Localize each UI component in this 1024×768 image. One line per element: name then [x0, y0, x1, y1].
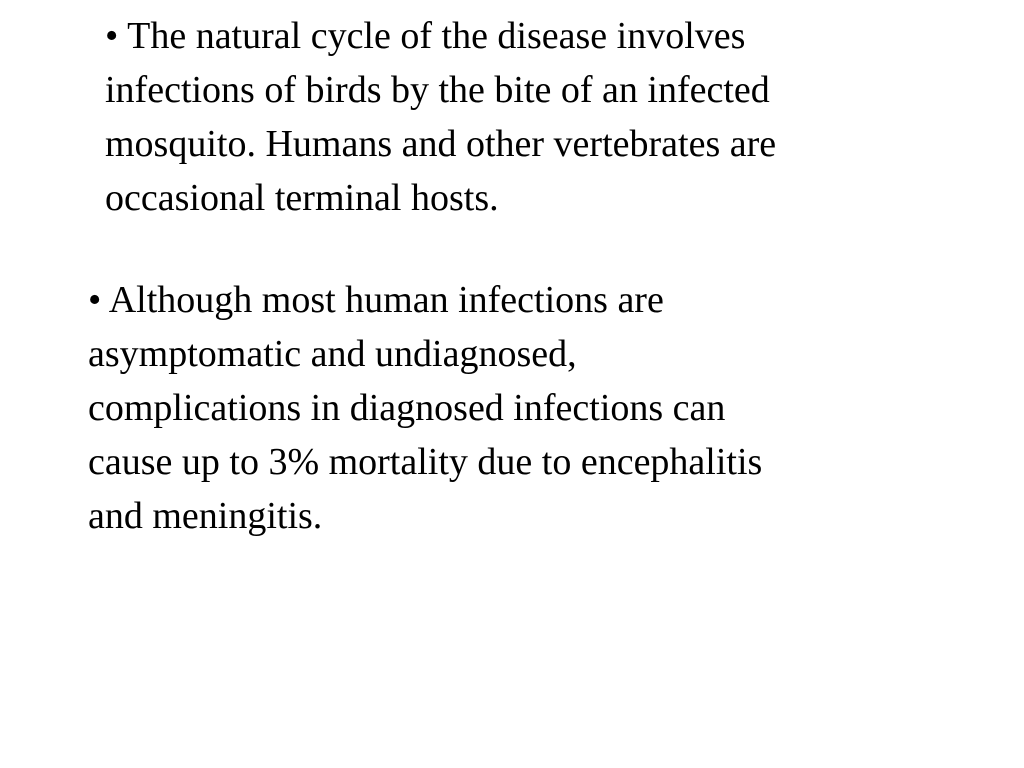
text-line: complications in diagnosed infections can: [88, 387, 726, 429]
text-line: • The natural cycle of the disease involves: [105, 15, 746, 57]
text-line: mosquito. Humans and other vertebrates are: [105, 123, 777, 165]
text-line: occasional terminal hosts.: [105, 177, 499, 219]
text-line: cause up to 3% mortality due to encephalitis: [88, 441, 763, 483]
text-line: asymptomatic and undiagnosed,: [88, 333, 577, 375]
text-line: • Although most human infections are: [88, 279, 664, 321]
text-line: and meningitis.: [88, 495, 323, 537]
text-line: infections of birds by the bite of an infected: [105, 69, 770, 111]
bullet-paragraph-human-infections: [88, 273, 918, 543]
bullet-paragraph-transmission-cycle: [105, 9, 925, 225]
